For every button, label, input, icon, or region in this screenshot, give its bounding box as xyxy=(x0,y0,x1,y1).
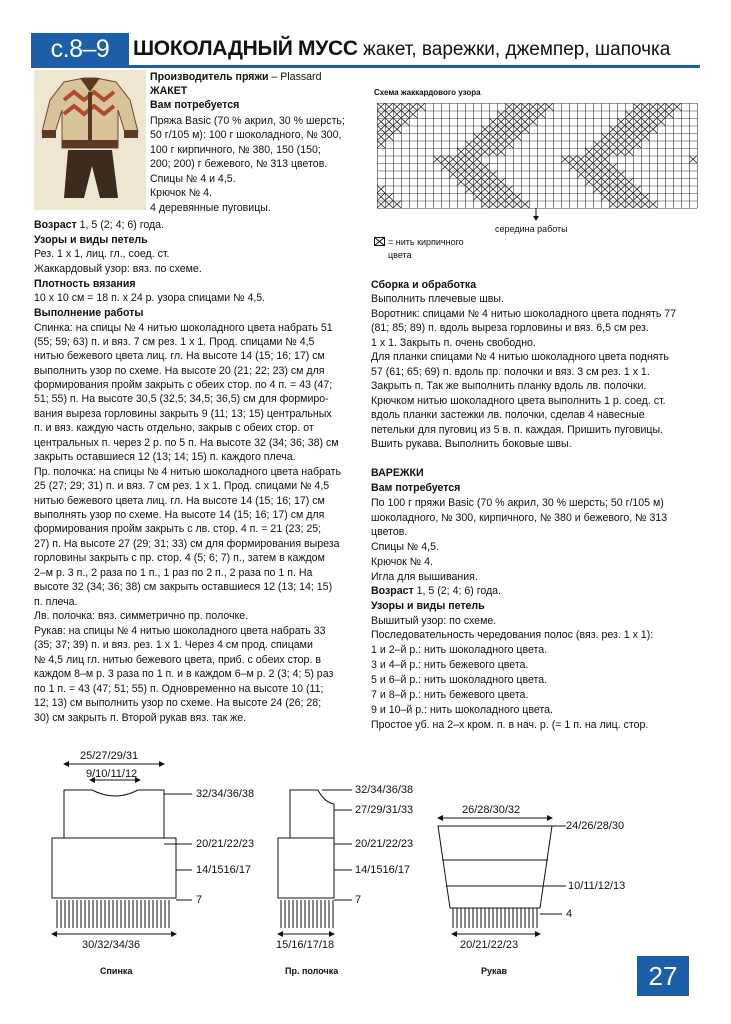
left-text-line xyxy=(34,682,323,696)
right-text-line xyxy=(371,321,649,335)
text-run: (35; 37; 39) п. и вяз. рез. 1 х 1. Через 4 см прод. спицами xyxy=(34,639,313,651)
sleeve-caption: Рукав xyxy=(481,966,508,976)
right-text-line xyxy=(371,540,439,554)
center-arrow-icon xyxy=(532,208,540,222)
left-text-line xyxy=(34,667,333,681)
text-run: 1 и 2–й р.: нить шоколадного цвета. xyxy=(371,644,548,656)
right-text-line xyxy=(371,703,553,717)
text-run: высоте 32 (34; 36; 38) см закрыть оставшиеся 12 (13; 14; 15) xyxy=(34,581,333,593)
right-text-line xyxy=(371,379,646,393)
center-label: середина работы xyxy=(495,224,568,234)
text-run: (55; 59; 63) п. и вяз. 7 см рез. 1 х 1. Прод. спицами № 4,5 xyxy=(34,336,315,348)
right-text-line xyxy=(371,292,504,306)
text-run: 1 х 1. Закрыть п. очень свободно. xyxy=(371,337,536,349)
legend-text-2: цвета xyxy=(388,250,412,260)
sleeve-height-total: 24/26/28/30 xyxy=(566,820,625,832)
left-text-line xyxy=(34,436,339,450)
right-text-line xyxy=(371,599,485,613)
front-height-rib: 7 xyxy=(355,894,362,906)
page-number: 27 xyxy=(637,956,689,996)
text-run: Возраст xyxy=(371,585,414,597)
left-text-line xyxy=(34,479,329,493)
text-run: 3 и 4–й р.: нить бежевого цвета. xyxy=(371,659,529,671)
right-text-line xyxy=(371,496,664,510)
back-height-pattern: 14/1516/17 xyxy=(196,864,252,876)
left-text-line xyxy=(34,364,325,378)
text-run: 25 (27; 29; 31) п. и вяз. 7 см рез. 1 х 1. Прод. спицами № 4,5 xyxy=(34,480,330,492)
text-run: 9 и 10–й р.: нить шоколадного цвета. xyxy=(371,704,553,716)
text-run: п. плеча. xyxy=(34,596,78,608)
text-run: формирования пройм закрыть с обеих стор. по 4 п. = 43 (47; xyxy=(34,379,333,391)
text-run: шоколадного, № 300, кирпичного, № 380 и бежевого, № 313 xyxy=(371,512,668,524)
right-text-line xyxy=(371,408,645,422)
left-text-line xyxy=(150,98,239,112)
front-caption: Пр. полочка xyxy=(285,966,339,976)
back-height-total: 32/34/36/38 xyxy=(196,788,255,800)
right-text-line xyxy=(371,350,669,364)
text-run: Возраст xyxy=(34,219,77,231)
text-run: горловины закрыть с пр. стор. 4 (5; 6; 7) п., затем в каждом xyxy=(34,552,325,564)
text-run: петельки для пуговиц из 5 в. п. каждая. Пришить пуговицы. xyxy=(371,424,664,436)
text-run: Игла для вышивания. xyxy=(371,571,478,583)
jacket-photo xyxy=(34,70,146,210)
text-run: Лв. полочка: вяз. симметрично пр. полочке. xyxy=(34,610,249,622)
text-run: ЖАКЕТ xyxy=(150,85,188,97)
text-run: Плотность вязания xyxy=(34,278,136,290)
sleeve-height-pattern: 10/11/12/13 xyxy=(568,880,626,892)
text-run: 7 и 8–й р.: нить бежевого цвета. xyxy=(371,689,529,701)
text-run: Вышитый узор: по схеме. xyxy=(371,615,497,627)
text-run: 10 х 10 см = 18 п. х 24 р. узора спицами № 4,5. xyxy=(34,292,266,304)
title-subtitle: жакет, варежки, джемпер, шапочка xyxy=(357,39,671,60)
left-text-line xyxy=(150,143,321,157)
text-run: Крючком нитью шоколадного цвета выполнить 1 р. соед. ст. xyxy=(371,395,666,407)
text-run: 4 деревянные пуговицы. xyxy=(150,202,271,214)
left-text-line xyxy=(34,465,341,479)
left-text-line xyxy=(34,696,321,710)
text-run: по 1 п. = 43 (47; 51; 55) п. Одновременно на высоте 10 (11; xyxy=(34,683,324,695)
text-run: нитью бежевого цвета лиц. гл. На высоте 14 (15; 16; 17) см xyxy=(34,350,325,362)
right-text-line xyxy=(371,511,667,525)
text-run: Рез. 1 х 1, лиц. гл., соед. ст. xyxy=(34,248,170,260)
text-run: каждом 8–м р. 3 раза по 1 п. и в каждом 6–м р. 2 (3; 4; 5) раз xyxy=(34,668,334,680)
back-height-armhole: 20/21/22/23 xyxy=(196,838,255,850)
back-diagram xyxy=(52,750,254,976)
text-run: Последовательность чередования полос (вяз. рез. 1 х 1): xyxy=(371,629,654,641)
text-run: Пряжа Basic (70 % акрил, 30 % шерсть; xyxy=(150,115,345,127)
text-run: 51; 55) п. На высоте 30,5 (32,5; 34,5; 36,5) см для формиро- xyxy=(34,393,329,405)
text-run: Пр. полочка: на спицы № 4 нитью шоколадного цвета набрать xyxy=(34,466,342,478)
back-height-rib: 7 xyxy=(196,894,203,906)
section-badge: с.8–9 xyxy=(31,33,129,65)
left-text-line xyxy=(34,624,325,638)
right-text-line xyxy=(371,365,650,379)
text-run: выполнять узор по схеме. На высоте 14 (15; 16; 17) см для xyxy=(34,509,325,521)
page-title xyxy=(133,33,670,65)
right-text-line xyxy=(371,555,433,569)
text-run: 5 и 6–й р.: нить шоколадного цвета. xyxy=(371,674,548,686)
right-text-line xyxy=(371,525,407,539)
back-width-bottom: 30/32/34/36 xyxy=(82,939,141,951)
left-text-line xyxy=(34,247,170,261)
right-text-line xyxy=(371,673,547,687)
sleeve-diagram xyxy=(438,804,625,976)
text-run: № 4,5 лиц гл. нитью бежевого цвета, приб. с обеих стор. в xyxy=(34,654,321,666)
text-run: п. и вяз. каждую часть отдельно, закрыв с обеих стор. от xyxy=(34,422,314,434)
front-height-neck: 27/29/31/33 xyxy=(355,804,414,816)
left-text-line xyxy=(34,551,325,565)
text-run: Закрыть п. Так же выполнить планку вдоль лв. полочки. xyxy=(371,380,647,392)
left-text-line xyxy=(34,494,325,508)
right-text-line xyxy=(371,688,528,702)
left-text-line xyxy=(150,157,327,171)
right-text-line xyxy=(371,614,496,628)
left-text-line xyxy=(34,508,324,522)
jacquard-chart xyxy=(377,103,698,209)
text-run: 30) см закрыть п. Второй рукав вяз. так же. xyxy=(34,712,247,724)
sleeve-height-rib: 4 xyxy=(566,908,573,920)
text-run: 1, 5 (2; 4; 6) года. xyxy=(76,219,165,231)
right-text-line xyxy=(371,307,676,321)
left-text-line xyxy=(34,711,246,725)
right-text-line xyxy=(371,643,547,657)
text-run: формирования пройм закрыть с лв. стор. 4 п. = 21 (23; 25; xyxy=(34,523,322,535)
left-text-line xyxy=(34,233,148,247)
left-text-line xyxy=(150,128,341,142)
text-run: (81; 85; 89) п. вдоль выреза горловины и вяз. 6,5 см рез. xyxy=(371,322,649,334)
text-run: Спицы № 4 и 4,5. xyxy=(150,173,236,185)
left-text-line xyxy=(34,407,332,421)
left-text-line xyxy=(150,70,321,84)
right-text-line xyxy=(371,628,653,642)
left-text-line xyxy=(34,262,202,276)
text-run: 27) п. На высоте 27 (29; 31; 33) см для формирования выреза xyxy=(34,538,340,550)
right-text-line xyxy=(371,423,663,437)
front-width-bottom: 15/16/17/18 xyxy=(276,939,335,951)
text-run: Спинка: на спицы № 4 нитью шоколадного цвета набрать 51 xyxy=(34,322,333,334)
text-run: Узоры и виды петель xyxy=(34,234,148,246)
right-text-line xyxy=(371,658,528,672)
left-text-line xyxy=(34,321,333,335)
left-text-line xyxy=(150,84,187,98)
left-text-line xyxy=(34,421,314,435)
text-run: Выполнение работы xyxy=(34,307,144,319)
text-run: 200; 200) г бежевого, № 313 цветов. xyxy=(150,158,328,170)
left-text-line xyxy=(150,172,236,186)
text-run: Сборка и обработка xyxy=(371,279,477,291)
left-text-line xyxy=(34,277,136,291)
text-run: центральных п. через 2 р. по 5 п. На высоте 32 (34; 36; 38) см xyxy=(34,437,339,449)
text-run: Жаккардовый узор: вяз. по схеме. xyxy=(34,263,202,275)
text-run: закрыть оставшиеся 12 (13; 14; 15) п. каждого плеча. xyxy=(34,451,296,463)
left-text-line xyxy=(34,392,329,406)
text-run: Для планки спицами № 4 нитью шоколадного цвета поднять xyxy=(371,351,669,363)
left-text-line xyxy=(34,653,321,667)
left-text-line xyxy=(34,349,325,363)
right-text-line xyxy=(371,437,572,451)
text-run: Выполнить плечевые швы. xyxy=(371,293,504,305)
text-run: Вам потребуется xyxy=(371,482,461,494)
right-text-line xyxy=(371,394,666,408)
text-run: Вам потребуется xyxy=(150,99,240,111)
text-run: Рукав: на спицы № 4 нитью шоколадного цвета набрать 33 xyxy=(34,625,326,637)
sleeve-width-bottom: 20/21/22/23 xyxy=(460,939,519,951)
front-diagram xyxy=(276,784,413,976)
right-text-line xyxy=(371,584,501,598)
text-run: нитью бежевого цвета лиц. гл. На высоте 14 (15; 16; 17) см xyxy=(34,495,325,507)
header-rule xyxy=(31,65,700,68)
right-text-line xyxy=(371,278,476,292)
text-run: Крючок № 4. xyxy=(150,187,212,199)
left-text-line xyxy=(34,335,314,349)
text-run: выполнить узор по схеме. На высоте 20 (21; 22; 23) см для xyxy=(34,365,325,377)
text-run: ВАРЕЖКИ xyxy=(371,467,424,479)
front-height-pattern: 14/1516/17 xyxy=(355,864,411,876)
text-run: – Plassard xyxy=(268,71,322,83)
title-bold: ШОКОЛАДНЫЙ МУСС xyxy=(133,37,358,60)
right-text-line xyxy=(371,481,460,495)
left-text-line xyxy=(34,522,321,536)
left-text-line xyxy=(34,566,312,580)
right-text-line xyxy=(371,466,424,480)
left-text-line xyxy=(34,609,248,623)
left-text-line xyxy=(34,450,296,464)
left-text-line xyxy=(34,595,77,609)
text-run: Простое уб. на 2–х кром. п. в нач. р. (= 1 п. на лиц. стор. xyxy=(371,719,649,731)
front-height-armhole: 20/21/22/23 xyxy=(355,838,414,850)
left-text-line xyxy=(150,201,271,215)
left-text-line xyxy=(34,537,340,551)
front-height-total: 32/34/36/38 xyxy=(355,784,414,796)
text-run: вания выреза горловины закрыть 9 (11; 13; 15) центральных xyxy=(34,408,332,420)
text-run: Крючок № 4. xyxy=(371,556,433,568)
left-text-line xyxy=(34,306,143,320)
left-text-line xyxy=(34,580,332,594)
left-text-line xyxy=(34,638,313,652)
legend-cross-icon xyxy=(374,237,386,247)
text-run: 57 (61; 65; 69) п. вдоль пр. полочки и вяз. 3 см рез. 1 х 1. xyxy=(371,366,650,378)
text-run: цветов. xyxy=(371,526,408,538)
left-text-line xyxy=(34,218,164,232)
pattern-diagrams xyxy=(0,740,731,990)
chart-title: Схема жаккардового узора xyxy=(374,88,481,97)
text-run: По 100 г пряжи Basic (70 % акрил, 30 % шерсть; 50 г/105 м) xyxy=(371,497,664,509)
text-run: 12; 13) см выполнить узор по схеме. На высоте 24 (26; 28; xyxy=(34,697,322,709)
right-text-line xyxy=(371,570,478,584)
text-run: Производитель пряжи xyxy=(150,71,269,83)
sleeve-width-top: 26/28/30/32 xyxy=(462,804,521,816)
text-run: 100 г кирпичного, № 380, 150 (150; xyxy=(150,144,321,156)
text-run: вдоль планки застежки лв. полочки, сделав 4 навесные xyxy=(371,409,645,421)
text-run: 50 г/105 м): 100 г шоколадного, № 300, xyxy=(150,129,342,141)
right-text-line xyxy=(371,336,536,350)
text-run: Вшить рукава. Выполнить боковые швы. xyxy=(371,438,572,450)
back-width-top: 25/27/29/31 xyxy=(80,750,139,762)
text-run: Узоры и виды петель xyxy=(371,600,485,612)
legend-text-1: = нить кирпичного xyxy=(388,237,464,247)
text-run: Воротник: спицами № 4 нитью шоколадного цвета поднять 77 xyxy=(371,308,677,320)
left-text-line xyxy=(150,186,212,200)
left-text-line xyxy=(34,378,332,392)
back-neck-width: 9/10/11/12 xyxy=(86,768,138,780)
left-text-line xyxy=(150,114,345,128)
text-run: Спицы № 4,5. xyxy=(371,541,439,553)
back-caption: Спинка xyxy=(100,966,133,976)
text-run: 1, 5 (2; 4; 6) года. xyxy=(413,585,502,597)
left-text-line xyxy=(34,291,265,305)
right-text-line xyxy=(371,718,648,732)
text-run: 2–м р. 3 п., 2 раза по 1 п., 1 раз по 2 п., 2 раза по 1 п. На xyxy=(34,567,313,579)
